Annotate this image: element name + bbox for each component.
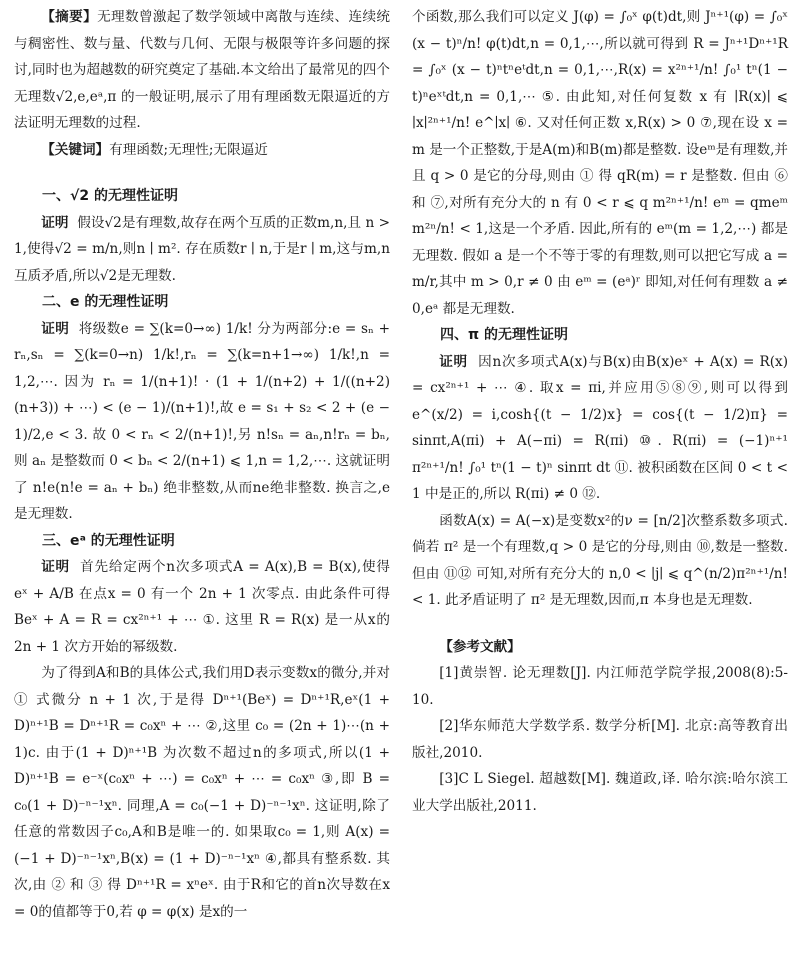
spacer xyxy=(412,614,788,634)
section-title-sqrt2: 一、√2 的无理性证明 xyxy=(42,188,178,204)
keywords-label: 【关键词】 xyxy=(41,141,110,158)
references-title: 【参考文献】 xyxy=(439,638,521,655)
pi-proof-text-1: 因n次多项式A(x)与B(x)由B(x)eˣ + A(x) = R(x) = cx²ⁿ⁺¹ + ⋯ ④. 取x = πi,并应用⑤⑧⑨,则可以得到 e^(x/2) = i,cosh{(t − 1/2)x} = cos{(t − 1/2)π} = sinπt,A(πi) + A(−πi) = R(πi) ⑩. R(πi) = (−1)ⁿ⁺¹ π²ⁿ⁺¹/n! ∫₀¹ tⁿ(1 − t)ⁿ sinπt dt ⑪. 被积函数在区间 0 < t < 1 中是正的,所以 R(πi) ≠ 0 ⑫. xyxy=(412,353,789,502)
reference-item: [1]黄崇智. 论无理数[J]. 内江师范学院学报,2008(8):5-10. xyxy=(412,665,788,708)
proof-label: 证明 xyxy=(41,214,69,231)
spacer xyxy=(14,163,390,183)
right-column xyxy=(412,4,788,819)
abstract-text: 无理数曾激起了数学领域中离散与连续、连续统与稠密性、数与量、代数与几何、无限与极限等许多问题的探讨,同时也为超越数的研究奠定了基础.本文给出了最常见的四个无理数√2,e,eᵃ,π 的一般证明,展示了用有理函数无限逼近的方法证明无理数的过程. xyxy=(14,9,391,131)
left-column xyxy=(14,4,390,925)
proof-label: 证明 xyxy=(41,320,70,337)
reference-item: [2]华东师范大学数学系. 数学分析[M]. 北京:高等教育出版社,2010. xyxy=(412,718,788,761)
section-title-e: 二、e 的无理性证明 xyxy=(42,294,169,310)
section-title-ea: 三、eᵃ 的无理性证明 xyxy=(42,532,175,549)
abstract-label: 【摘要】 xyxy=(41,9,98,25)
section-body-ea-1 xyxy=(14,554,390,660)
section-body-ea-2: 为了得到A和B的具体公式,我们用D表示变数x的微分,并对 ① 式微分 n + 1 次,于是得 Dⁿ⁺¹(Beˣ) = Dⁿ⁺¹R,eˣ(1 + D)ⁿ⁺¹B = Dⁿ⁺¹R = c₀xⁿ + ⋯ ②,这里 c₀ = (2n + 1)⋯(n + 1)c. 由于(1 + D)ⁿ⁺¹B 为次数不超过n的多项式,所以(1 + D)ⁿ⁺¹B = e⁻ˣ(c₀xⁿ + ⋯) = c₀xⁿ + ⋯ = c₀xⁿ ③,即 B = c₀(1 + D)⁻ⁿ⁻¹xⁿ. 同理,A = c₀(−1 + D)⁻ⁿ⁻¹xⁿ. 这证明,除了任意的常数因子c₀,A和B是唯一的. 如果取c₀ = 1,则 A(x) = (−1 + D)⁻ⁿ⁻¹xⁿ,B(x) = (1 + D)⁻ⁿ⁻¹xⁿ ④,都具有整系数. 其次,由 ② 和 ③ 得 Dⁿ⁺¹R = xⁿeˣ. 由于R和它的首n次导数在x = 0的值都等于0,若 φ = φ(x) 是x的一 xyxy=(14,665,390,920)
section-body-pi-2: 函数A(x) = A(−x)是变数x²的ν = [n/2]次整系数多项式. 倘若 π² 是一个有理数,q > 0 是它的分母,则由 ⑩,数是一整数. 但由 ⑪⑫ 可知,对所有充分大的 n,0 < ∣j∣ ⩽ q^(n/2)π²ⁿ⁺¹/n! < 1. 此矛盾证明了 π² 是无理数,因而,π 本身也是无理数. xyxy=(412,512,788,608)
section-body-pi-1 xyxy=(412,349,788,508)
section-body-e xyxy=(14,316,390,528)
section-title-pi: 四、π 的无理性证明 xyxy=(440,327,568,343)
proof-label: 证明 xyxy=(41,559,70,575)
proof-label: 证明 xyxy=(439,353,468,370)
keywords xyxy=(14,137,390,164)
section-body-sqrt2 xyxy=(14,210,390,290)
e-proof-text: 将级数e = ∑(k=0→∞) 1/k! 分为两部分:e = sₙ + rₙ,sₙ = ∑(k=0→n) 1/k!,rₙ = ∑(k=n+1→∞) 1/k!,n = 1,2,⋯. 因为 rₙ = 1/(n+1)! · (1 + 1/(n+2) + 1/((n+2)(n+3)) + ⋯) < (e − 1)/(n+1)!,故 e = s₁ + s₂ < 2 + (e − 1)/2,e < 3. 故 0 < rₙ < 2/(n+1)!,另 n!sₙ = aₙ,n!rₙ = bₙ,则 aₙ 是整数而 0 < bₙ < 2/(n+1) ⩽ 1,n = 1,2,⋯. 这就证明了 n!e(n!e = aₙ + bₙ) 绝非整数,从而ne绝非整数. 换言之,e 是无理数. xyxy=(14,320,390,522)
reference-item: [3]C L Siegel. 超越数[M]. 魏道政,译. 哈尔滨:哈尔滨工业大学出版社,2011. xyxy=(412,771,788,814)
ea-proof-text-1: 首先给定两个n次多项式A = A(x),B = B(x),使得 eˣ + A/B 在点x = 0 有一个 2n + 1 次零点. 由此条件可得 Beˣ + A = R = cx²ⁿ⁺¹ + ⋯ ①. 这里 R = R(x) 是一从x的 2n + 1 次方开始的幂级数. xyxy=(14,559,390,655)
abstract xyxy=(14,4,390,137)
keywords-text: 有理函数;无理性;无限逼近 xyxy=(109,141,268,158)
sqrt2-proof-text: 假设√2是有理数,故存在两个互质的正数m,n,且 n > 1,使得√2 = m/n,则n ∣ m². 存在质数r ∣ n,于是r ∣ m,这与m,n互质矛盾,所以√2是无理数. xyxy=(14,214,390,284)
ea-proof-continued: 个函数,那么我们可以定义 J(φ) = ∫₀ˣ φ(t)dt,则 Jⁿ⁺¹(φ) = ∫₀ˣ (x − t)ⁿ/n! φ(t)dt,n = 0,1,⋯,所以就可得到 R = Jⁿ⁺¹Dⁿ⁺¹R = ∫₀ˣ (x − t)ⁿtⁿeᵗdt,n = 0,1,⋯,R(x) = x²ⁿ⁺¹/n! ∫₀¹ tⁿ(1 − t)ⁿeˣᵗdt,n = 0,1,⋯ ⑤. 由此知,对任何复数 x 有 ∣R(x)∣ ⩽ ∣x∣²ⁿ⁺¹/n! e^∣x∣ ⑥. 又对任何正数 x,R(x) > 0 ⑦,现在设 x = m 是一个正整数,于是A(m)和B(m)都是整数. 设eᵐ是有理数,并且 q > 0 是它的分母,则由 ① 得 qR(m) = r 是整数. 但由 ⑥ 和 ⑦,对所有充分大的 n 有 0 < r ⩽ q m²ⁿ⁺¹/n! eᵐ = qmeᵐ m²ⁿ/n! < 1,这是一个矛盾. 因此,所有的 eᵐ(m = 1,2,⋯) 都是无理数. 假如 a 是一个不等于零的有理数,则可以把它写成 a = m/r,其中 m > 0,r ≠ 0 由 eᵐ = (eᵃ)ʳ 即知,对任何有理数 a ≠ 0,eᵃ 都是无理数. xyxy=(412,9,788,317)
